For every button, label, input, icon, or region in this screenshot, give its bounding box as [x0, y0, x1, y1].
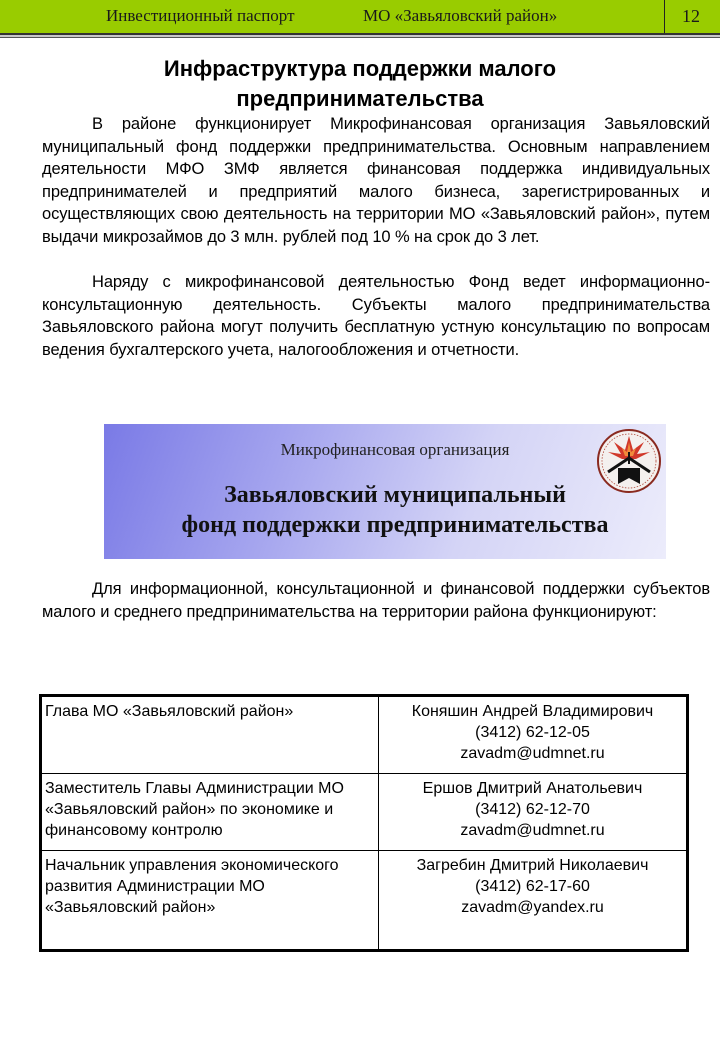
contact-cell — [379, 696, 688, 774]
paragraph-consulting: Наряду с микрофинансовой деятельностью Фонд ведет информационно-консультационную деятельность. Субъекты малого предпринимательства Завьяловского района могут получить бесплатную устную консультацию по вопросам ведения бухгалтерского учета, налогообложения и отчетности. — [42, 273, 710, 359]
page-title: Инфраструктура поддержки малого предпринимательства — [163, 56, 557, 111]
contact-name: Коняшин Андрей Владимирович — [411, 703, 654, 720]
banner-title-line1: Завьяловский муниципальный — [224, 482, 566, 508]
district-coat-of-arms-icon — [596, 428, 662, 494]
contact-cell — [379, 851, 688, 951]
contact-name: Загребин Дмитрий Николаевич — [416, 857, 649, 874]
contact-cell — [379, 774, 688, 851]
paragraph-mfo: В районе функционирует Микрофинансовая организация Завьяловский муниципальный фонд поддержки предпринимательства. Основным направлением деятельности МФО ЗМФ является финансовая поддержка индивидуальных предпринимателей и предприятий малого бизнеса, зарегистрированных и осуществляющих свою деятельность на территории МО «Завьяловский район», путем выдачи микрозаймов до 3 млн. рублей под 10 % на срок до 3 лет. — [42, 115, 710, 246]
contact-email[interactable]: zavadm@udmnet.ru — [460, 822, 605, 839]
contact-phone: (3412) 62-12-70 — [475, 801, 590, 818]
mfo-banner — [104, 424, 666, 559]
contact-email[interactable]: zavadm@yandex.ru — [461, 899, 604, 916]
header-rule — [0, 33, 720, 38]
header-bar — [0, 0, 720, 33]
contact-phone: (3412) 62-12-05 — [475, 724, 590, 741]
document-title: Инвестиционный паспорт — [106, 6, 295, 25]
contacts-table — [39, 694, 689, 952]
position-cell: Заместитель Главы Администрации МО «Завьяловский район» по экономике и финансовому контролю — [41, 774, 379, 851]
table-row — [41, 696, 688, 774]
banner-title — [104, 480, 666, 540]
contact-name: Ершов Дмитрий Анатольевич — [422, 780, 643, 797]
contact-email[interactable]: zavadm@udmnet.ru — [460, 745, 605, 762]
region-name: МО «Завьяловский район» — [363, 6, 558, 25]
paragraph-support-intro: Для информационной, консультационной и финансовой поддержки субъектов малого и среднего предпринимательства на территории района функционируют: — [42, 580, 710, 621]
page-number: 12 — [682, 6, 700, 26]
position-cell: Начальник управления экономического развития Администрации МО «Завьяловский район» — [41, 851, 379, 951]
contact-phone: (3412) 62-17-60 — [475, 878, 590, 895]
banner-title-line2: фонд поддержки предпринимательства — [181, 512, 609, 538]
position-cell: Глава МО «Завьяловский район» — [41, 696, 379, 774]
table-row — [41, 851, 688, 951]
banner-subtitle: Микрофинансовая организация — [280, 440, 510, 459]
table-row — [41, 774, 688, 851]
